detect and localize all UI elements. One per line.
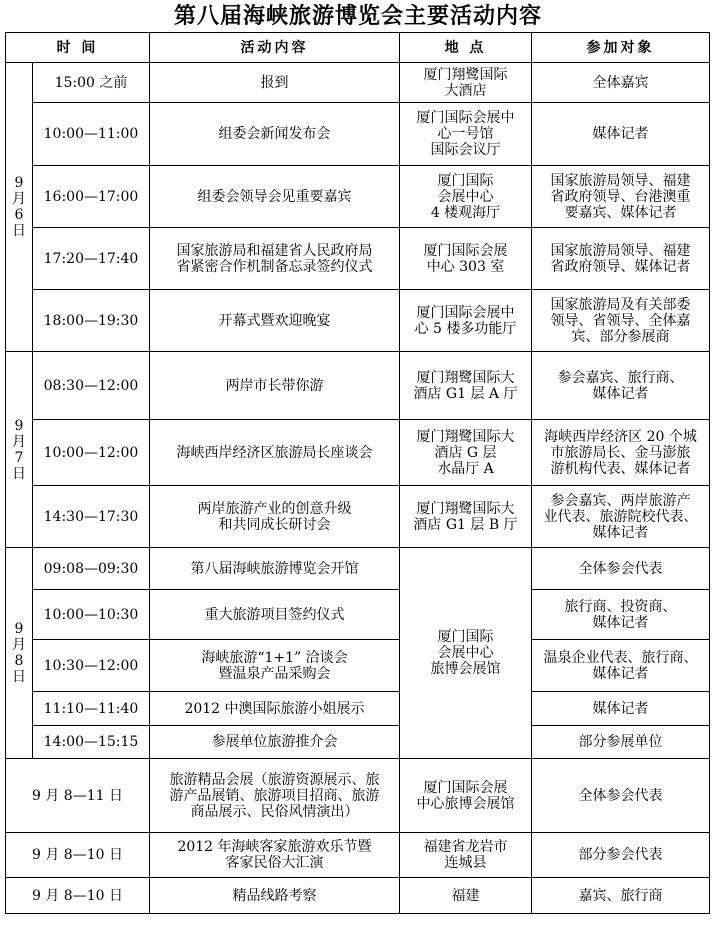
location-cell-day8: 厦门国际 会展中心 旅博会展馆 [400, 548, 532, 759]
activity-cell: 两岸市长带你游 [150, 352, 400, 420]
day-label-char: 9 [14, 175, 24, 191]
location-cell: 福建 [400, 878, 532, 914]
day-label-char: 月 [12, 637, 26, 653]
time-cell: 11:10—11:40 [33, 692, 150, 726]
time-cell: 10:30—12:00 [33, 640, 150, 692]
table-row [6, 590, 710, 640]
date-cell: 9 月 8—10 日 [6, 878, 150, 914]
audience-cell: 全体参会代表 [532, 759, 710, 833]
day-label-char: 6 [14, 207, 24, 223]
audience-cell: 温泉企业代表、旅行商、 媒体记者 [532, 640, 710, 692]
day-label-char: 8 [14, 653, 24, 669]
table-row [6, 833, 710, 878]
time-cell: 16:00—17:00 [33, 166, 150, 228]
day-label-char: 月 [12, 433, 26, 450]
time-cell: 08:30—12:00 [33, 352, 150, 420]
day-label-char: 9 [14, 417, 24, 434]
day-label-8 [6, 548, 33, 759]
day-label-char: 日 [12, 465, 26, 482]
table-row [6, 548, 710, 590]
location-cell: 厦门国际会展中 心 5 楼多功能厅 [400, 290, 532, 352]
day-label-6 [6, 63, 33, 352]
location-cell: 厦门国际 会展中心 4 楼观海厅 [400, 166, 532, 228]
page-title: 第八届海峡旅游博览会主要活动内容 [173, 3, 542, 29]
audience-cell: 全体嘉宾 [532, 63, 710, 103]
audience-cell: 嘉宾、旅行商 [532, 878, 710, 914]
location-cell: 厦门翔鹭国际大 酒店 G1 层 A 厅 [400, 352, 532, 420]
audience-cell: 海峡西岸经济区 20 个城 市旅游局长、金马澎旅 游机构代表、媒体记者 [532, 420, 710, 486]
day-label-7 [6, 352, 33, 548]
header-audience: 参加对象 [532, 33, 710, 63]
location-cell: 厦门翔鹭国际大 酒店 G1 层 B 厅 [400, 486, 532, 548]
table-row [6, 166, 710, 228]
time-cell: 10:00—10:30 [33, 590, 150, 640]
table-row [6, 420, 710, 486]
time-cell: 14:00—15:15 [33, 726, 150, 759]
header-activity: 活动内容 [150, 33, 400, 63]
table-row [6, 228, 710, 290]
time-cell: 17:20—17:40 [33, 228, 150, 290]
audience-cell: 国家旅游局及有关部委 领导、省领导、全体嘉 宾、部分参展商 [532, 290, 710, 352]
day-label-char: 7 [14, 449, 24, 466]
date-cell: 9 月 8—11 日 [6, 759, 150, 833]
table-row [6, 726, 710, 759]
audience-cell: 部分参会代表 [532, 833, 710, 878]
day-label-char: 日 [12, 669, 26, 685]
activity-cell: 旅游精品会展（旅游资源展示、旅 游产品展销、旅游项目招商、旅游 商品展示、民俗风情演出） [150, 759, 400, 833]
table-row [6, 352, 710, 420]
activity-cell: 国家旅游局和福建省人民政府局 省紧密合作机制备忘录签约仪式 [150, 228, 400, 290]
activity-cell: 精品线路考察 [150, 878, 400, 914]
activity-cell: 重大旅游项目签约仪式 [150, 590, 400, 640]
audience-cell: 参会嘉宾、旅行商、 媒体记者 [532, 352, 710, 420]
header-location: 地 点 [400, 33, 532, 63]
date-cell: 9 月 8—10 日 [6, 833, 150, 878]
activity-cell: 2012 中澳国际旅游小姐展示 [150, 692, 400, 726]
time-cell: 18:00—19:30 [33, 290, 150, 352]
table-row [6, 640, 710, 692]
table-row [6, 486, 710, 548]
audience-cell: 国家旅游局领导、福建 省政府领导、媒体记者 [532, 228, 710, 290]
location-cell: 厦门翔鹭国际大 酒店 G 层 水晶厅 A [400, 420, 532, 486]
day-label-char: 月 [12, 191, 26, 207]
activity-cell: 海峡西岸经济区旅游局长座谈会 [150, 420, 400, 486]
activity-cell: 组委会领导会见重要嘉宾 [150, 166, 400, 228]
location-cell: 福建省龙岩市 连城县 [400, 833, 532, 878]
activity-cell: 两岸旅游产业的创意升级 和共同成长研讨会 [150, 486, 400, 548]
activity-cell: 开幕式暨欢迎晚宴 [150, 290, 400, 352]
time-cell: 10:00—11:00 [33, 103, 150, 166]
table-row [6, 878, 710, 914]
audience-cell: 部分参展单位 [532, 726, 710, 759]
day-label-char: 日 [12, 223, 26, 239]
activity-cell: 第八届海峡旅游博览会开馆 [150, 548, 400, 590]
header-row [6, 33, 710, 63]
time-cell: 09:08—09:30 [33, 548, 150, 590]
audience-cell: 旅行商、投资商、 媒体记者 [532, 590, 710, 640]
time-cell: 10:00—12:00 [33, 420, 150, 486]
audience-cell: 全体参会代表 [532, 548, 710, 590]
time-cell: 14:30—17:30 [33, 486, 150, 548]
table-row [6, 759, 710, 833]
table-row [6, 103, 710, 166]
location-cell: 厦门国际会展 中心旅博会展馆 [400, 759, 532, 833]
location-cell: 厦门翔鹭国际 大酒店 [400, 63, 532, 103]
audience-cell: 媒体记者 [532, 103, 710, 166]
table-row [6, 290, 710, 352]
header-time: 时 间 [6, 33, 150, 63]
table-row [6, 692, 710, 726]
location-cell: 厦门国际会展 中心 303 室 [400, 228, 532, 290]
table-row [6, 63, 710, 103]
activity-cell: 报到 [150, 63, 400, 103]
activity-cell: 组委会新闻发布会 [150, 103, 400, 166]
audience-cell: 媒体记者 [532, 692, 710, 726]
audience-cell: 国家旅游局领导、福建 省政府领导、台港澳重 要嘉宾、媒体记者 [532, 166, 710, 228]
audience-cell: 参会嘉宾、两岸旅游产 业代表、旅游院校代表、 媒体记者 [532, 486, 710, 548]
time-cell: 15:00 之前 [33, 63, 150, 103]
day-label-char: 9 [14, 621, 24, 637]
activity-cell: 2012 年海峡客家旅游欢乐节暨 客家民俗大汇演 [150, 833, 400, 878]
schedule-table [5, 32, 710, 914]
location-cell: 厦门国际会展中 心一号馆 国际会议厅 [400, 103, 532, 166]
activity-cell: 参展单位旅游推介会 [150, 726, 400, 759]
activity-cell: 海峡旅游“1+1” 洽谈会 暨温泉产品采购会 [150, 640, 400, 692]
